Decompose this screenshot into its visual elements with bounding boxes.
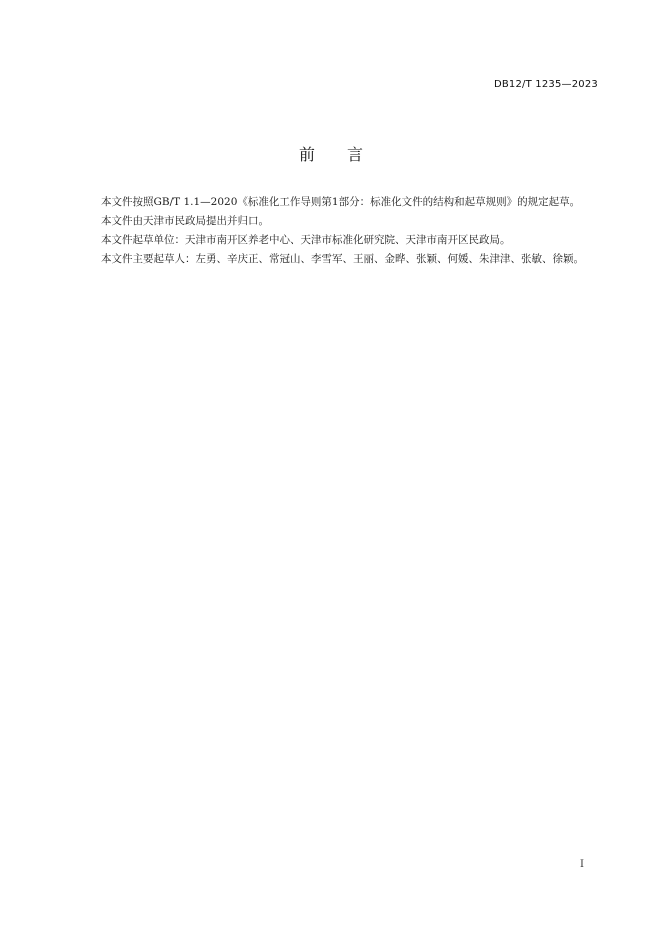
paragraph-drafters: 本文件主要起草人：左勇、辛庆正、常冠山、李雪军、王丽、金晔、张颖、何媛、朱津津、张敏、徐颖。	[101, 253, 584, 265]
page-title	[0, 142, 662, 165]
document-code: DB12/T 1235—2023	[493, 79, 598, 90]
paragraph-proposer: 本文件由天津市民政局提出并归口。	[101, 215, 269, 227]
title-char-2: 言	[347, 145, 364, 164]
paragraph-standard-reference: 本文件按照GB/T 1.1—2020《标准化工作导则第1部分：标准化文件的结构和起草规则》的规定起草。	[101, 196, 581, 208]
page-number: I	[580, 859, 584, 870]
paragraph-drafting-units: 本文件起草单位：天津市南开区养老中心、天津市标准化研究院、天津市南开区民政局。	[101, 234, 511, 246]
title-char-1: 前	[298, 145, 315, 164]
foreword-body	[80, 193, 600, 269]
